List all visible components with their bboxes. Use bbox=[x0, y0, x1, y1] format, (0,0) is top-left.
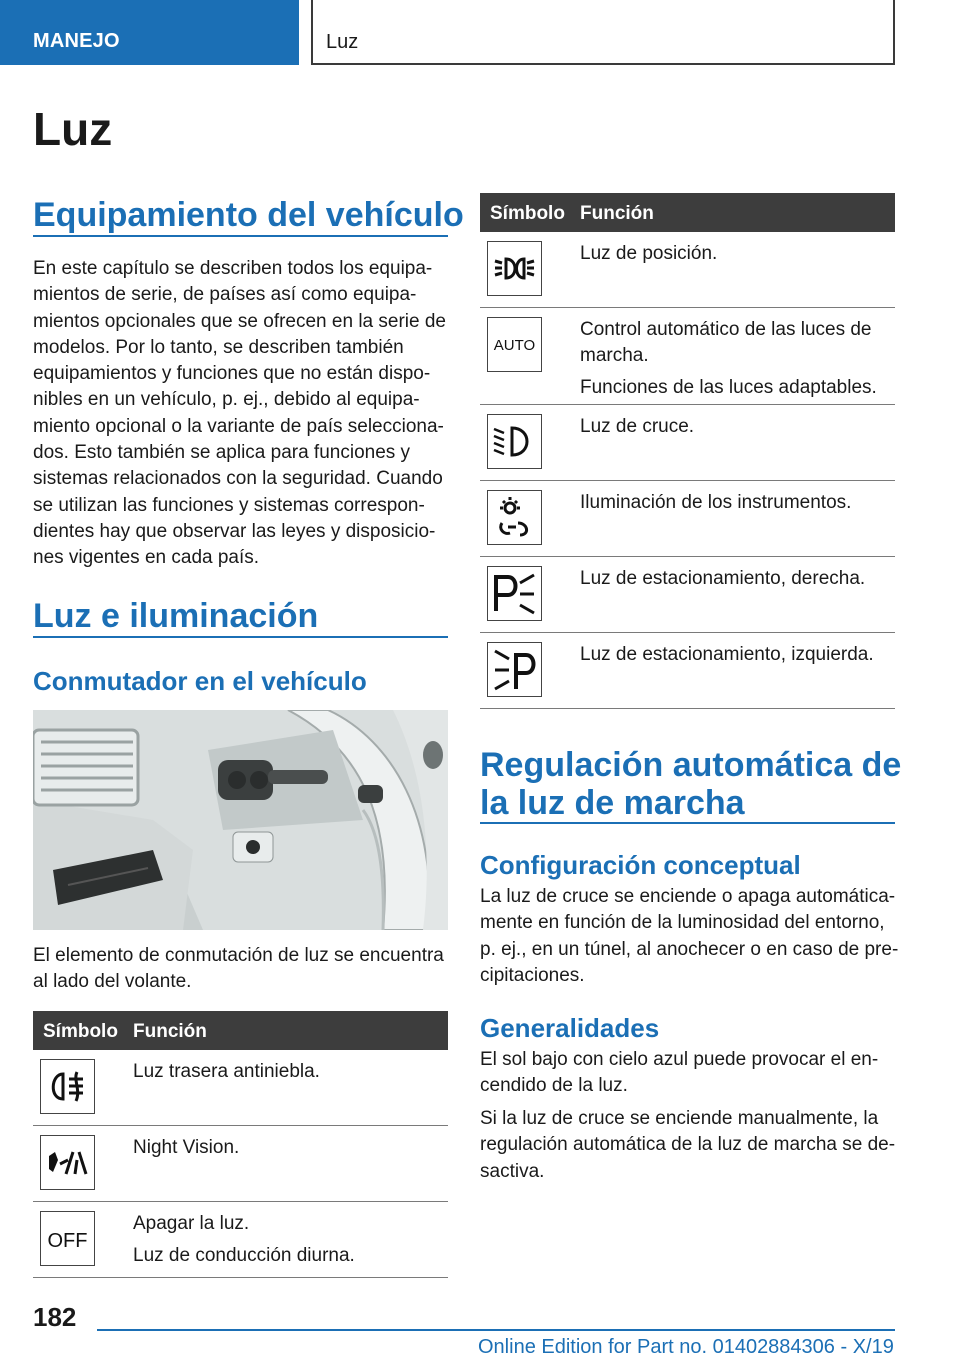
light-switch-photo bbox=[33, 710, 448, 930]
table-row bbox=[480, 481, 895, 557]
chapter-header-title: Luz bbox=[326, 31, 359, 53]
table-header bbox=[480, 193, 895, 232]
heading-rule bbox=[480, 822, 895, 824]
rear-fog-light-icon bbox=[40, 1059, 95, 1114]
table-row bbox=[480, 633, 895, 709]
page-title: Luz bbox=[33, 103, 113, 155]
heading-switch: Conmutador en el vehículo bbox=[33, 666, 367, 696]
parking-light-left-icon bbox=[487, 642, 542, 697]
table-header bbox=[33, 1011, 448, 1050]
table-row bbox=[33, 1050, 448, 1126]
column-header-symbol: Símbolo bbox=[490, 203, 565, 224]
section-tab: MANEJO bbox=[0, 0, 299, 65]
heading-auto-regulation: Regulación automática de la luz de marcha bbox=[480, 746, 902, 822]
concept-paragraph: La luz de cruce se enciende o apaga automática- mente en función de la luminosidad del entorno, p. ej., en un túnel, al anochecer o en caso de pre- cipitaciones. bbox=[480, 886, 899, 986]
svg-text:OFF: OFF bbox=[47, 1230, 88, 1252]
auto-icon bbox=[487, 317, 542, 372]
function-text: Luz trasera antiniebla. bbox=[133, 1061, 320, 1082]
function-text: Control automático de las luces de marcha. Funciones de las luces adaptables. bbox=[580, 319, 877, 398]
footer-rule bbox=[97, 1329, 895, 1331]
column-header-function: Función bbox=[133, 1021, 207, 1042]
heading-concept: Configuración conceptual bbox=[480, 850, 801, 880]
chapter-header-box bbox=[311, 0, 895, 65]
function-text: Night Vision. bbox=[133, 1137, 240, 1158]
function-text: Iluminación de los instrumentos. bbox=[580, 492, 852, 513]
heading-light: Luz e iluminación bbox=[33, 597, 319, 635]
parking-light-right-icon bbox=[487, 566, 542, 621]
symbol-table-left bbox=[33, 1011, 448, 1278]
function-text: Luz de estacionamiento, derecha. bbox=[580, 568, 866, 589]
function-text: Luz de posición. bbox=[580, 243, 718, 264]
parking-light-icon bbox=[487, 241, 542, 296]
column-header-function: Función bbox=[580, 203, 654, 224]
general-paragraph-2: Si la luz de cruce se enciende manualmente, la regulación automática de la luz de marcha se de- sactiva. bbox=[480, 1108, 896, 1182]
column-header-symbol: Símbolo bbox=[43, 1021, 118, 1042]
low-beam-icon bbox=[487, 414, 542, 469]
table-row bbox=[480, 405, 895, 481]
table-row bbox=[33, 1126, 448, 1202]
heading-rule bbox=[33, 636, 448, 638]
table-row bbox=[33, 1202, 448, 1278]
general-paragraph-1: El sol bajo con cielo azul puede provocar el en- cendido de la luz. bbox=[480, 1049, 879, 1097]
heading-rule bbox=[33, 235, 448, 237]
table-row bbox=[480, 232, 895, 308]
heading-general: Generalidades bbox=[480, 1013, 660, 1043]
equipment-paragraph: En este capítulo se describen todos los equipa- mientos de serie, de países así como equipa- mientos opcionales que se ofrecen en la serie de modelos. Por lo tanto, se describen también equipamientos y funciones que no están dispo- nibles en un vehículo, p. ej., debido al equipa- miento opcional o la variante de país selecciona- dos. Esto también se aplica para funciones y sistemas relacionados con la seguridad. Cuando se utilizan las funciones y sistemas correspon- dientes hay que observar las leyes y disposicio- nes vigentes en cada país. bbox=[33, 258, 446, 569]
heading-equipment: Equipamiento del vehículo bbox=[33, 196, 464, 234]
page-number: 182 bbox=[33, 1302, 77, 1332]
night-vision-icon bbox=[40, 1135, 95, 1190]
symbol-table-right bbox=[480, 193, 895, 709]
function-text: Luz de estacionamiento, izquierda. bbox=[580, 644, 874, 665]
table-row bbox=[480, 308, 895, 405]
off-icon bbox=[40, 1211, 95, 1266]
instrument-lighting-icon bbox=[487, 490, 542, 545]
switch-paragraph: El elemento de conmutación de luz se encuentra al lado del volante. bbox=[33, 945, 444, 993]
table-row bbox=[480, 557, 895, 633]
function-text: Apagar la luz. Luz de conducción diurna. bbox=[133, 1213, 355, 1266]
function-text: Luz de cruce. bbox=[580, 416, 695, 437]
edition-text: Online Edition for Part no. 01402884306 - X/19 bbox=[478, 1336, 894, 1358]
svg-text:AUTO: AUTO bbox=[493, 337, 536, 354]
